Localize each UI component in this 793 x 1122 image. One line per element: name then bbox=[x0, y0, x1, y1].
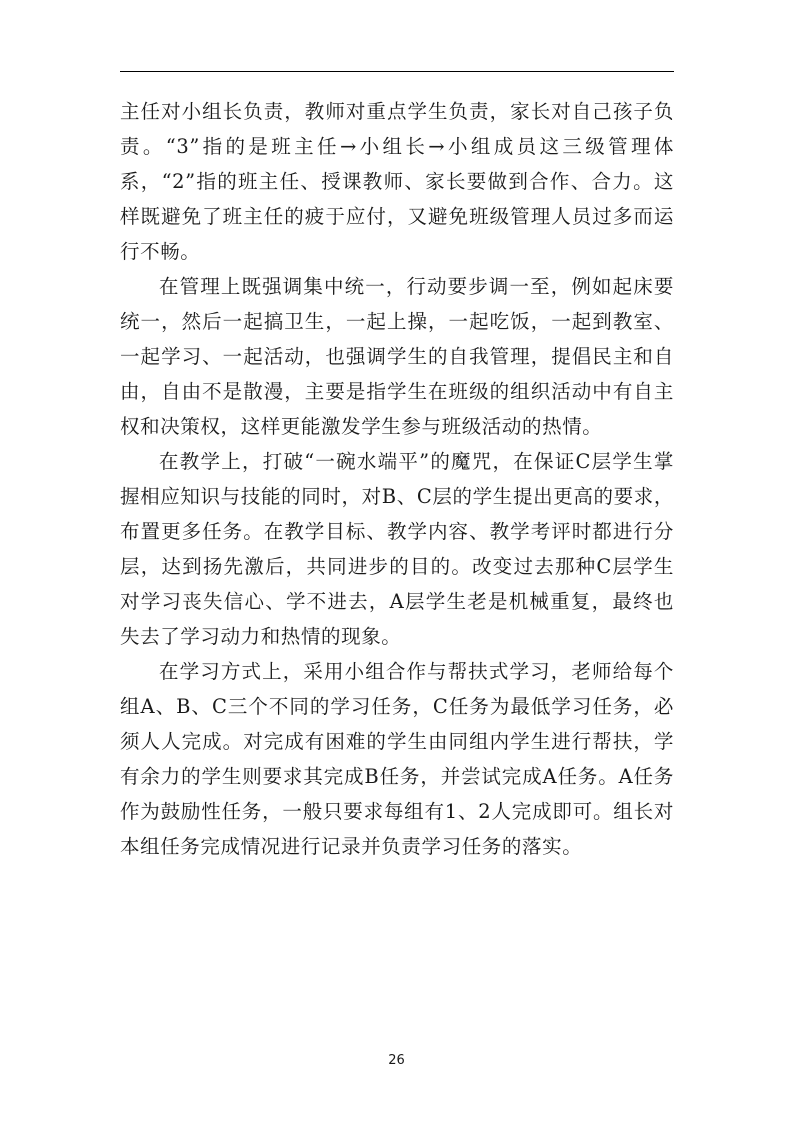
body-text bbox=[120, 94, 674, 864]
page-number: 26 bbox=[388, 1053, 405, 1068]
paragraph-management: 在管理上既强调集中统一，行动要步调一至，例如起床要统一，然后一起搞卫生，一起上操，一起吃饭，一起到教室、一起学习、一起活动，也强调学生的自我管理，提倡民主和自由，自由不是散漫，主要是指学生在班级的组织活动中有自主权和决策权，这样更能激发学生参与班级活动的热情。 bbox=[120, 275, 674, 438]
header-rule bbox=[120, 71, 674, 72]
paragraph-continued: 主任对小组长负责，教师对重点学生负责，家长对自己孩子负责。“3”指的是班主任→小组长→小组成员这三级管理体系，“2”指的班主任、授课教师、家长要做到合作、合力。这样既避免了班主任的疲于应付，又避免班级管理人员过多而运行不畅。 bbox=[120, 100, 674, 263]
paragraph-teaching: 在教学上，打破“一碗水端平”的魔咒，在保证C层学生掌握相应知识与技能的同时，对B、C层的学生提出更高的要求，布置更多任务。在教学目标、教学内容、教学考评时都进行分层，达到扬先激后，共同进步的目的。改变过去那种C层学生对学习丧失信心、学不进去，A层学生老是机械重复，最终也失去了学习动力和热情的现象。 bbox=[120, 450, 674, 648]
paragraph-learning-method: 在学习方式上，采用小组合作与帮扶式学习，老师给每个组A、B、C三个不同的学习任务，C任务为最低学习任务，必须人人完成。对完成有困难的学生由同组内学生进行帮扶，学有余力的学生则要求其完成B任务，并尝试完成A任务。A任务作为鼓励性任务，一般只要求每组有1、2人完成即可。组长对本组任务完成情况进行记录并负责学习任务的落实。 bbox=[120, 660, 674, 858]
